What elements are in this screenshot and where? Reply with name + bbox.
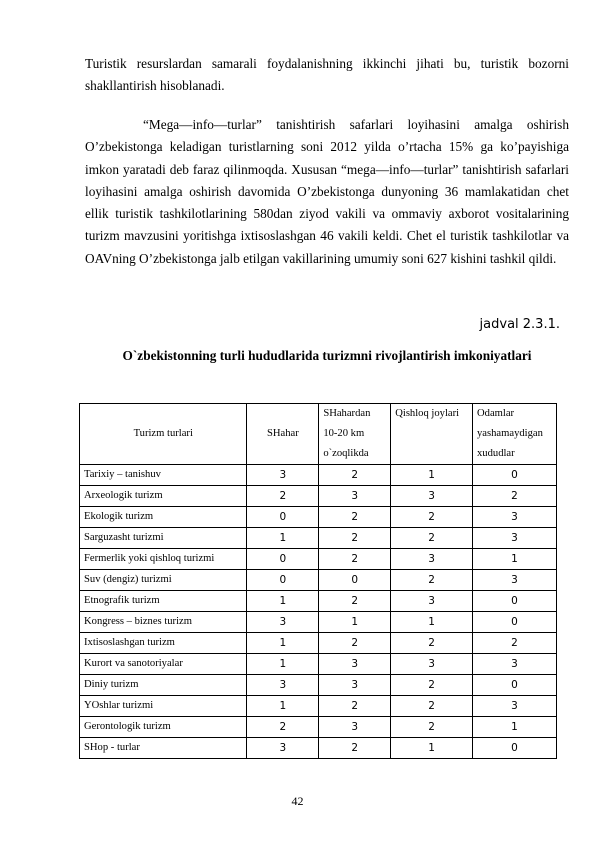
rating-cell: 2 <box>391 696 473 717</box>
rating-cell: 0 <box>473 675 557 696</box>
tourism-type-cell: Kurort va sanotoriyalar <box>80 654 247 675</box>
rating-cell: 2 <box>473 486 557 507</box>
table-row <box>80 738 557 759</box>
rating-cell: 2 <box>319 591 391 612</box>
rating-cell: 2 <box>319 738 391 759</box>
rating-cell: 2 <box>319 696 391 717</box>
header-cell: SHahardan 10-20 km o`zoqlikda <box>319 404 391 465</box>
rating-cell: 1 <box>473 549 557 570</box>
table-header-row <box>80 404 557 465</box>
table-title: O`zbekistonning turli hududlarida turizmni rivojlantirish imkoniyatlari <box>122 348 532 363</box>
table-row <box>80 528 557 549</box>
rating-cell: 2 <box>247 717 319 738</box>
rating-cell: 2 <box>319 549 391 570</box>
table-row <box>80 486 557 507</box>
rating-cell: 2 <box>319 528 391 549</box>
table-caption: jadval 2.3.1. <box>479 317 560 332</box>
rating-cell: 1 <box>391 465 473 486</box>
tourism-table <box>79 403 557 759</box>
tourism-type-cell: Diniy turizm <box>80 675 247 696</box>
table-row <box>80 591 557 612</box>
rating-cell: 1 <box>247 696 319 717</box>
rating-cell: 2 <box>473 633 557 654</box>
rating-cell: 2 <box>391 570 473 591</box>
rating-cell: 0 <box>247 549 319 570</box>
tourism-type-cell: Kongress – biznes turizm <box>80 612 247 633</box>
rating-cell: 3 <box>247 612 319 633</box>
header-cell: SHahar <box>247 404 319 465</box>
tourism-type-cell: Sarguzasht turizmi <box>80 528 247 549</box>
table-row <box>80 507 557 528</box>
rating-cell: 3 <box>319 675 391 696</box>
rating-cell: 3 <box>247 738 319 759</box>
rating-cell: 3 <box>473 570 557 591</box>
tourism-type-cell: Gerontologik turizm <box>80 717 247 738</box>
rating-cell: 0 <box>473 612 557 633</box>
rating-cell: 0 <box>473 591 557 612</box>
rating-cell: 1 <box>247 654 319 675</box>
rating-cell: 1 <box>473 717 557 738</box>
rating-cell: 2 <box>391 507 473 528</box>
tourism-type-cell: Etnografik turizm <box>80 591 247 612</box>
tourism-type-cell: SHop - turlar <box>80 738 247 759</box>
rating-cell: 3 <box>319 654 391 675</box>
table-row <box>80 675 557 696</box>
rating-cell: 1 <box>391 612 473 633</box>
rating-cell: 2 <box>319 507 391 528</box>
header-cell: Odamlar yashamaydigan xududlar <box>473 404 557 465</box>
rating-cell: 2 <box>391 633 473 654</box>
rating-cell: 3 <box>473 507 557 528</box>
rating-cell: 3 <box>391 654 473 675</box>
rating-cell: 3 <box>473 696 557 717</box>
table-row <box>80 717 557 738</box>
tourism-type-cell: Tarixiy – tanishuv <box>80 465 247 486</box>
rating-cell: 3 <box>319 486 391 507</box>
tourism-type-cell: YOshlar turizmi <box>80 696 247 717</box>
table-row <box>80 465 557 486</box>
rating-cell: 0 <box>473 465 557 486</box>
table-row <box>80 633 557 654</box>
rating-cell: 3 <box>473 654 557 675</box>
tourism-type-cell: Arxeologik turizm <box>80 486 247 507</box>
rating-cell: 2 <box>391 675 473 696</box>
tourism-type-cell: Suv (dengiz) turizmi <box>80 570 247 591</box>
table-row <box>80 570 557 591</box>
table-row <box>80 549 557 570</box>
rating-cell: 0 <box>319 570 391 591</box>
rating-cell: 2 <box>319 633 391 654</box>
rating-cell: 3 <box>319 717 391 738</box>
page-number: 42 <box>291 794 304 808</box>
rating-cell: 3 <box>247 465 319 486</box>
header-cell: Turizm turlari <box>80 404 247 465</box>
rating-cell: 3 <box>247 675 319 696</box>
tourism-type-cell: Ixtisoslashgan turizm <box>80 633 247 654</box>
tourism-type-cell: Ekologik turizm <box>80 507 247 528</box>
rating-cell: 3 <box>391 591 473 612</box>
rating-cell: 1 <box>319 612 391 633</box>
rating-cell: 3 <box>391 486 473 507</box>
table-row <box>80 612 557 633</box>
rating-cell: 2 <box>391 717 473 738</box>
rating-cell: 1 <box>247 528 319 549</box>
rating-cell: 0 <box>247 507 319 528</box>
rating-cell: 1 <box>247 633 319 654</box>
table-row <box>80 654 557 675</box>
paragraph-1: Turistik resurslardan samarali foydalanishning ikkinchi jihati bu, turistik bozorni shakllantirish hisoblanadi. <box>85 56 569 94</box>
rating-cell: 0 <box>247 570 319 591</box>
paragraph-2: “Mega—info—turlar” tanishtirish safarlari loyihasini amalga oshirish O’zbekistonga keladigan turistlarning soni 2012 yilda o’rtacha 15% ga ko’payishiga imkon yaratadi deb faraz qilinmoqda. Xususan “mega—info—turlar” tanishtirish safarlari loyihasini amalga oshirish davomida O’zbekistonga dunyoning 36 mamlakatidan chet ellik turistik tashkilotlarining 580dan ziyod vakili va ommaviy axborot vositalarining turizm mavzusini yoritishga ixtisoslashgan 46 vakili keldi. Chet el turistik tashkilotlar va OAVning O’zbekistonga jalb etilgan vakillarining umumiy soni 627 kishini tashkil qildi. <box>85 117 569 266</box>
header-cell: Qishloq joylari <box>391 404 473 465</box>
rating-cell: 1 <box>391 738 473 759</box>
rating-cell: 3 <box>473 528 557 549</box>
table-row <box>80 696 557 717</box>
rating-cell: 2 <box>247 486 319 507</box>
rating-cell: 3 <box>391 549 473 570</box>
rating-cell: 1 <box>247 591 319 612</box>
rating-cell: 2 <box>391 528 473 549</box>
rating-cell: 0 <box>473 738 557 759</box>
rating-cell: 2 <box>319 465 391 486</box>
tourism-type-cell: Fermerlik yoki qishloq turizmi <box>80 549 247 570</box>
